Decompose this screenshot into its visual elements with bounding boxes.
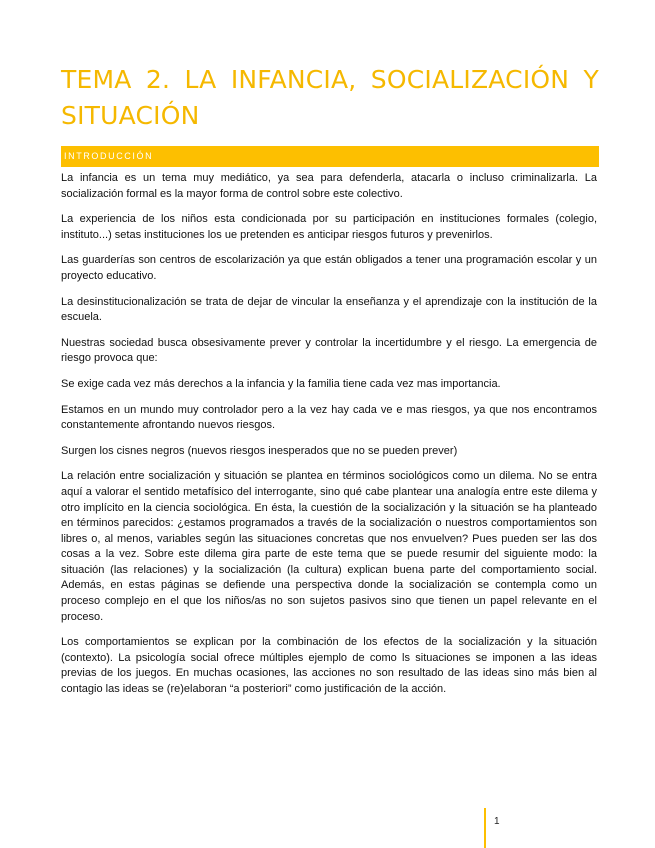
- paragraph-1: La infancia es un tema muy mediático, ya sea para defenderla, atacarla o incluso criminalizarla. La socialización formal es la mayor forma de control sobre este colectivo.: [61, 172, 597, 200]
- paragraph-4: La desinstitucionalización se trata de dejar de vincular la enseñanza y el aprendizaje con la institución de la escuela.: [61, 295, 597, 324]
- page-number: 1: [494, 816, 500, 827]
- section-heading-bar: [61, 146, 599, 167]
- paragraph-5: Nuestras sociedad busca obsesivamente prever y controlar la incertidumbre y el riesgo. La emergencia de riesgo provoca que:: [61, 336, 597, 365]
- body-text: [61, 171, 597, 708]
- paragraph-10: Los comportamientos se explican por la combinación de los efectos de la socialización y la situación (contexto). La psicología social ofrece múltiples ejemplo de como ls situaciones se imponen a las ideas previas de los juegos. En muchas ocasiones, las acciones no son resultado de las ideas sino más bien al contagio las ideas se (re)elaboran “a posteriori” como justificación de la acción.: [61, 636, 597, 696]
- paragraph-7: Estamos en un mundo muy controlador pero a la vez hay cada ve e mas riesgos, ya que nos encontramos constantemente afrontando nuevos riesgos.: [61, 403, 597, 432]
- paragraph-9: La relación entre socialización y situación se plantea en términos sociológicos como un dilema. No se entra aquí a valorar el sentido metafísico del interrogante, sino qué cabe plantear una analogía entre este dilema y otro implícito en la ciencia sociológica. En ésta, la cuestión de la socialización y la situación se ha planteado en términos parecidos: ¿estamos programados a través de la socialización o nuestros comportamientos son libres o, al menos, variables según las situaciones concretas que nos envuelven? Pues pueden ser las dos cosas a la vez. Sobre este dilema gira parte de este tema que se puede resumir del siguiente modo: la situación (las relaciones) y la socialización (la cultura) explican buena parte del comportamiento social. Además, en estas páginas se defiende una perspectiva donde la socialización se contempla como un proceso complejo en el que los niños/as no son sujetos pasivos sino que tienen un papel relevante en el proceso.: [61, 470, 597, 623]
- page-title: TEMA 2. LA INFANCIA, SOCIALIZACIÓN Y SITUACIÓN: [61, 65, 599, 130]
- paragraph-6: Se exige cada vez más derechos a la infancia y la familia tiene cada vez mas importancia.: [61, 377, 501, 390]
- paragraph-2: La experiencia de los niños esta condicionada por su participación en instituciones formales (colegio, instituto...) setas instituciones los ue pretenden es anticipar riesgos futuros y prevenirlos.: [61, 213, 597, 241]
- section-heading: INTRODUCCIÓN: [64, 151, 154, 161]
- footer-divider: [484, 808, 486, 848]
- paragraph-3: Las guarderías son centros de escolarización ya que están obligados a tener una programación escolar y un proyecto educativo.: [61, 254, 597, 282]
- paragraph-8: Surgen los cisnes negros (nuevos riesgos inesperados que no se pueden prever): [61, 444, 458, 457]
